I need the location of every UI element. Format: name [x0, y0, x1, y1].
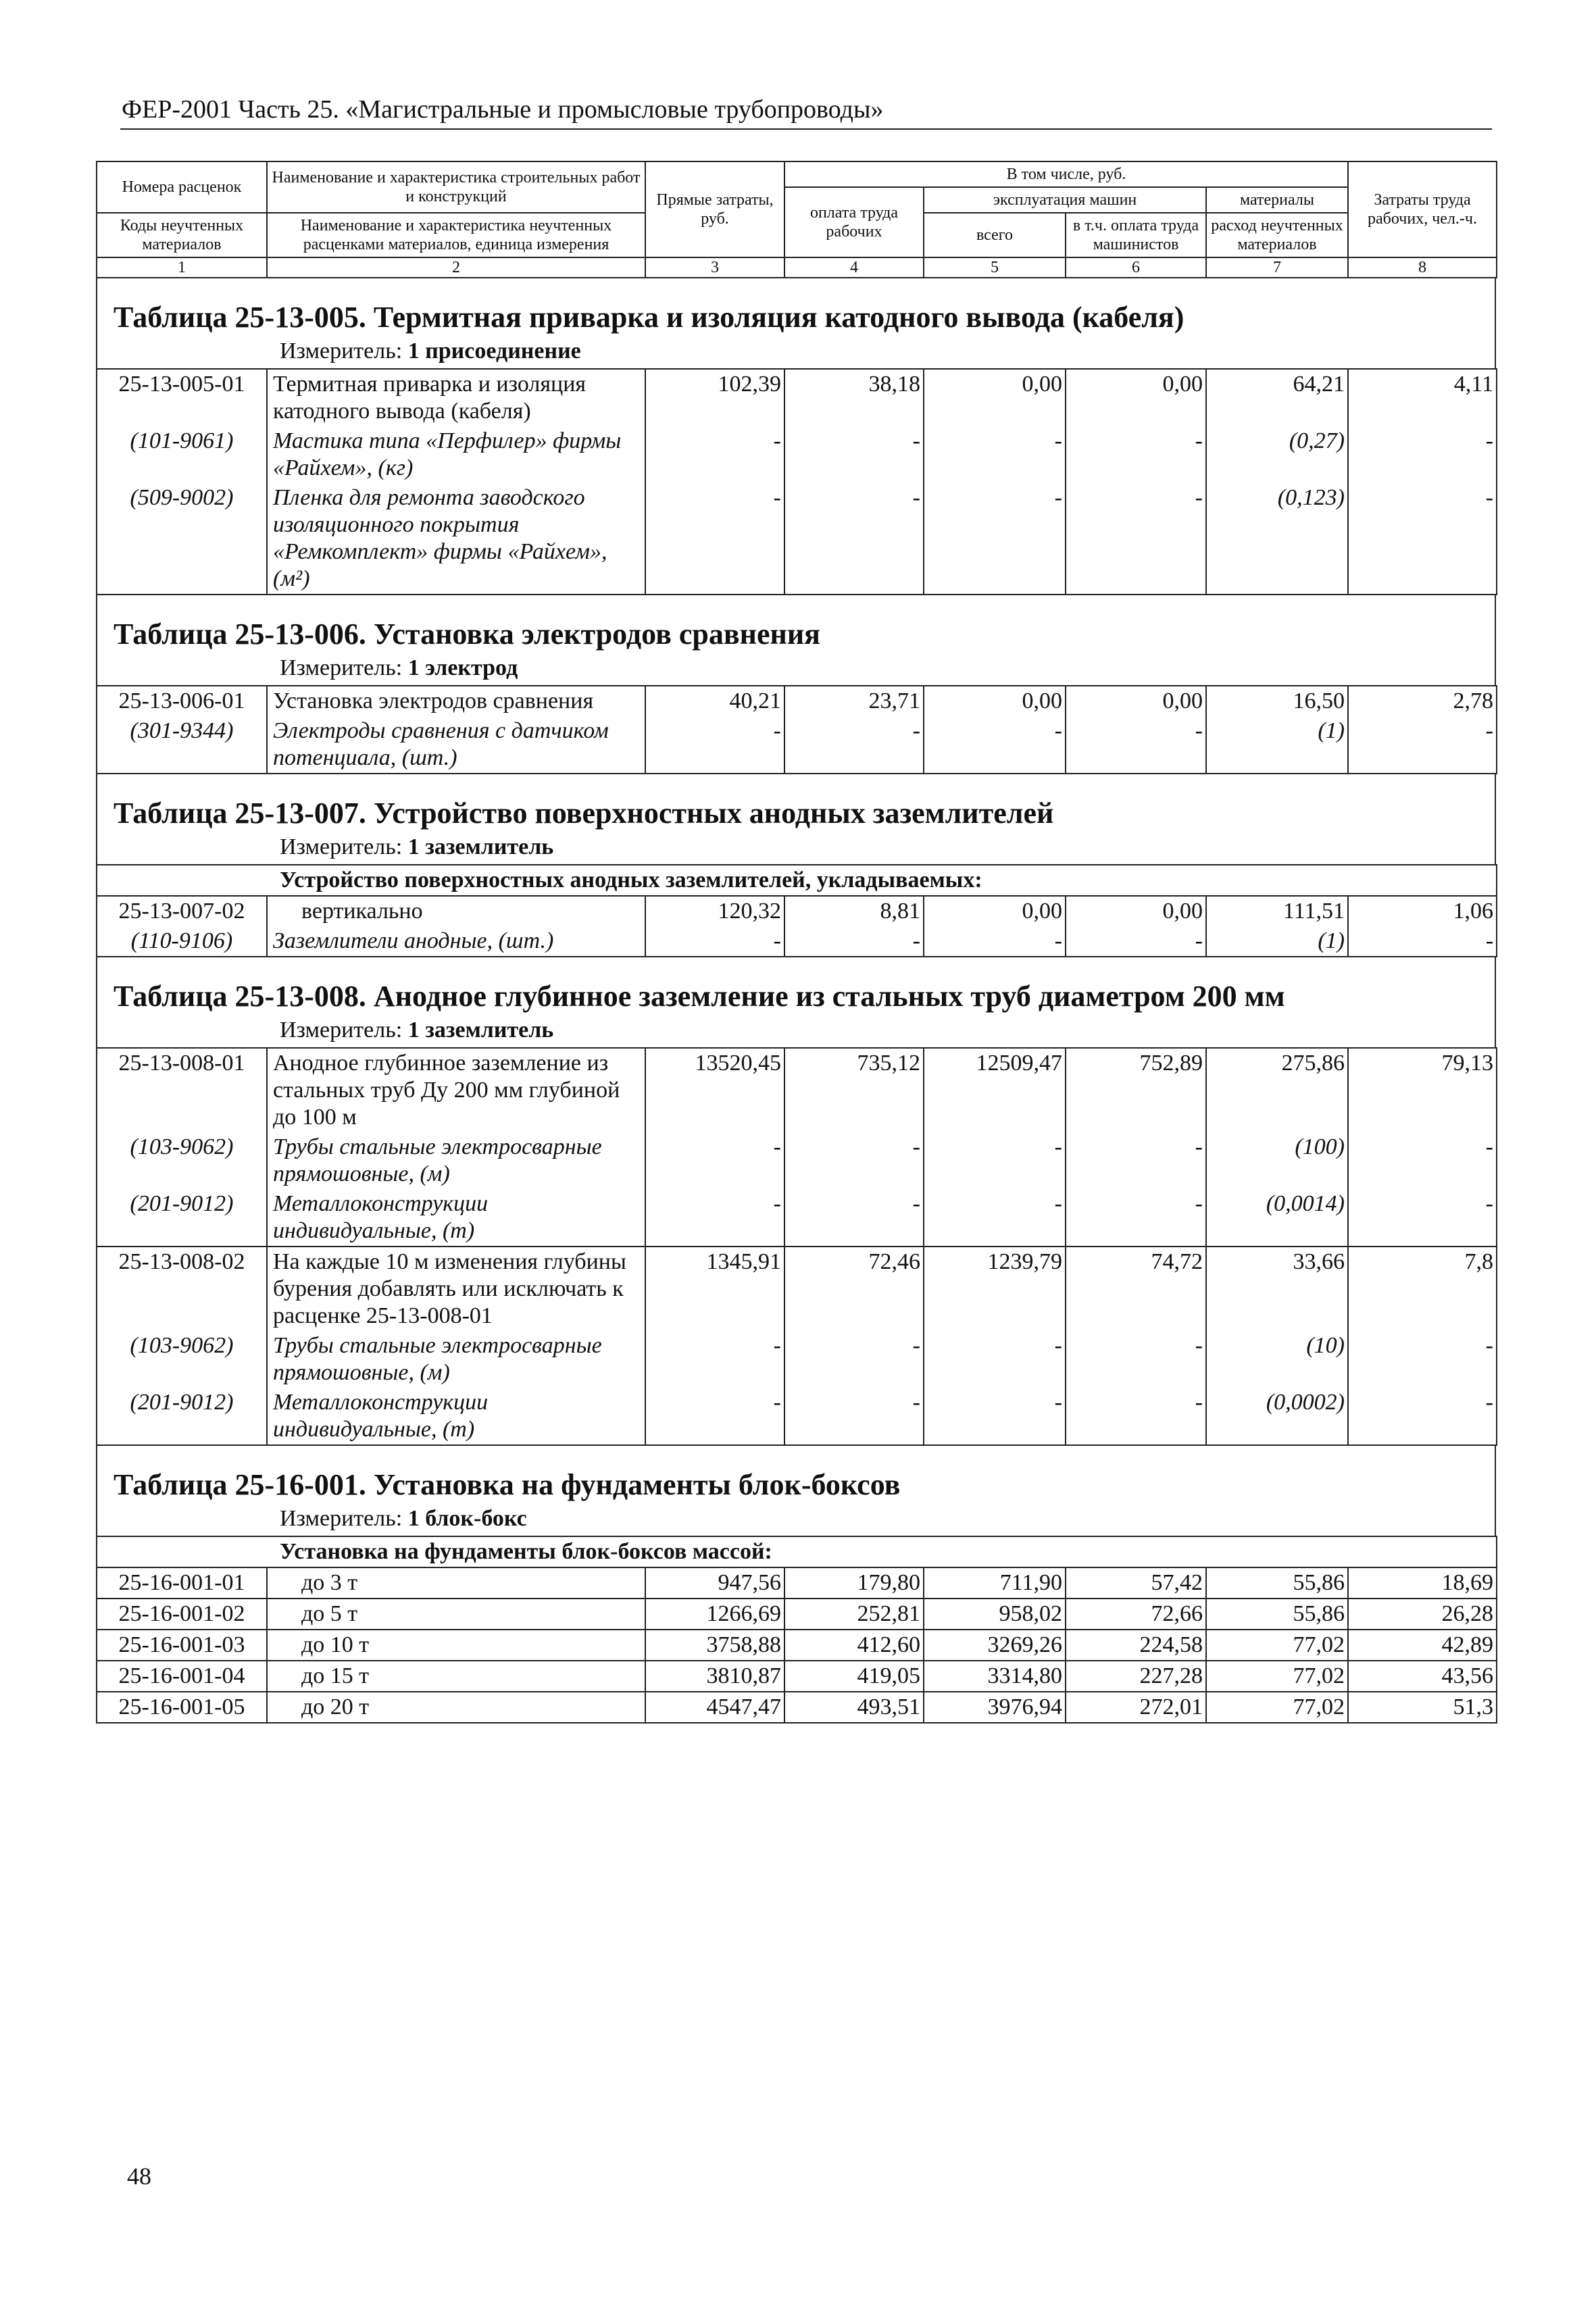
material-name: Мастика типа «Перфилер» фирмы «Райхем», (кг): [267, 426, 645, 483]
value-machines: 0,00: [924, 369, 1066, 426]
work-name: На каждые 10 м изменения глубины бурения добавлять или исключать к расценке 25-13-008-01: [267, 1247, 645, 1331]
measure-value: 1 электрод: [407, 655, 518, 680]
value-materials: 16,50: [1206, 686, 1348, 716]
value-direct: 3758,88: [645, 1630, 784, 1661]
value-materials: (0,0014): [1206, 1189, 1348, 1247]
value-labor: 1,06: [1348, 896, 1497, 926]
header-col-number: 3: [645, 257, 784, 278]
material-code: (201-9012): [97, 1388, 267, 1445]
section-25-13-005: [96, 278, 1496, 368]
section-measure: [97, 1017, 1495, 1047]
rate-code: 25-13-008-01: [97, 1048, 267, 1132]
table-row: [97, 483, 1497, 595]
value-direct: 120,32: [645, 896, 784, 926]
value-machines: -: [924, 926, 1066, 957]
value-operators: 224,58: [1066, 1630, 1206, 1661]
value-materials: 77,02: [1206, 1661, 1348, 1692]
table-row: [97, 865, 1497, 896]
value-worker-pay: 23,71: [784, 686, 924, 716]
value-worker-pay: 419,05: [784, 1661, 924, 1692]
work-name: Анодное глубинное заземление из стальных труб Ду 200 мм глубиной до 100 м: [267, 1048, 645, 1132]
header-including: В том числе, руб.: [784, 161, 1348, 187]
table-row: [97, 1048, 1497, 1132]
value-machines: 3269,26: [924, 1630, 1066, 1661]
value-direct: -: [645, 1331, 784, 1388]
table-row: [97, 686, 1497, 716]
value-labor: 2,78: [1348, 686, 1497, 716]
rate-code: 25-13-006-01: [97, 686, 267, 716]
value-materials: 275,86: [1206, 1048, 1348, 1132]
value-machines: 3314,80: [924, 1661, 1066, 1692]
work-name: Термитная приварка и изоляция катодного вывода (кабеля): [267, 369, 645, 426]
work-name: до 5 т: [267, 1599, 645, 1630]
value-worker-pay: -: [784, 1388, 924, 1445]
value-direct: 13520,45: [645, 1048, 784, 1132]
header-unaccounted-materials: расход неучтенных материалов: [1206, 213, 1348, 257]
section-25-16-001: [96, 1446, 1496, 1536]
table-25-13-008: [96, 1047, 1497, 1446]
section-title: Таблица 25-13-008. Анодное глубинное заземление из стальных труб диаметром 200 мм: [114, 980, 1285, 1013]
section-measure: [97, 834, 1495, 864]
material-name: Трубы стальные электросварные прямошовные, (м): [267, 1331, 645, 1388]
table-row: [97, 926, 1497, 957]
value-worker-pay: 8,81: [784, 896, 924, 926]
value-direct: -: [645, 1388, 784, 1445]
value-operators: -: [1066, 716, 1206, 774]
value-labor: -: [1348, 1388, 1497, 1445]
work-name: до 15 т: [267, 1661, 645, 1692]
value-machines: -: [924, 483, 1066, 595]
value-materials: 77,02: [1206, 1692, 1348, 1723]
measure-label: Измеритель:: [280, 1506, 408, 1531]
table-row: [97, 1247, 1497, 1331]
table-row: [97, 1567, 1497, 1599]
measure-value: 1 присоединение: [407, 338, 581, 363]
section-25-13-008: [96, 957, 1496, 1047]
work-name: до 20 т: [267, 1692, 645, 1723]
header-work-name: Наименование и характеристика строительных работ и конструкций: [267, 161, 645, 213]
value-direct: -: [645, 483, 784, 595]
value-operators: 0,00: [1066, 686, 1206, 716]
value-operators: -: [1066, 1132, 1206, 1189]
rate-code: 25-16-001-01: [97, 1567, 267, 1599]
value-operators: 0,00: [1066, 369, 1206, 426]
value-operators: -: [1066, 1388, 1206, 1445]
measure-label: Измеритель:: [280, 655, 408, 680]
value-materials: (0,123): [1206, 483, 1348, 595]
value-worker-pay: 735,12: [784, 1048, 924, 1132]
header-col-number: 2: [267, 257, 645, 278]
value-labor: 51,3: [1348, 1692, 1497, 1723]
table-25-13-007: [96, 864, 1497, 957]
measure-value: 1 заземлитель: [407, 834, 554, 859]
value-machines: 0,00: [924, 686, 1066, 716]
header-machine-operation: эксплуатация машин: [924, 187, 1206, 213]
table-row: [97, 369, 1497, 426]
material-code: (301-9344): [97, 716, 267, 774]
table-row: [97, 1599, 1497, 1630]
table-row: [97, 896, 1497, 926]
section-measure: [97, 655, 1495, 685]
header-col-number: 6: [1066, 257, 1206, 278]
measure-label: Измеритель:: [280, 338, 408, 363]
value-materials: 55,86: [1206, 1567, 1348, 1599]
value-materials: (0,27): [1206, 426, 1348, 483]
value-machines: 0,00: [924, 896, 1066, 926]
table-row: [97, 1630, 1497, 1661]
value-operators: 74,72: [1066, 1247, 1206, 1331]
value-machines: -: [924, 1189, 1066, 1247]
value-operators: 0,00: [1066, 896, 1206, 926]
value-worker-pay: 252,81: [784, 1599, 924, 1630]
value-labor: 42,89: [1348, 1630, 1497, 1661]
material-name: Пленка для ремонта заводского изоляционного покрытия «Ремкомплект» фирмы «Райхем», (м²): [267, 483, 645, 595]
value-direct: 947,56: [645, 1567, 784, 1599]
rate-code: 25-16-001-05: [97, 1692, 267, 1723]
value-direct: 102,39: [645, 369, 784, 426]
value-operators: 272,01: [1066, 1692, 1206, 1723]
value-labor: 4,11: [1348, 369, 1497, 426]
value-machines: 12509,47: [924, 1048, 1066, 1132]
value-operators: -: [1066, 926, 1206, 957]
value-machines: -: [924, 1132, 1066, 1189]
value-labor: -: [1348, 716, 1497, 774]
material-code: (103-9062): [97, 1331, 267, 1388]
table-row: [97, 1189, 1497, 1247]
header-col-number: 4: [784, 257, 924, 278]
value-worker-pay: 72,46: [784, 1247, 924, 1331]
table-row: [97, 1692, 1497, 1723]
work-name: вертикально: [267, 896, 645, 926]
value-worker-pay: 38,18: [784, 369, 924, 426]
rate-code: 25-16-001-03: [97, 1630, 267, 1661]
measure-label: Измеритель:: [280, 834, 408, 859]
page-number: 48: [127, 2163, 151, 2190]
value-labor: -: [1348, 426, 1497, 483]
value-operators: 72,66: [1066, 1599, 1206, 1630]
value-direct: -: [645, 716, 784, 774]
header-col-number: 7: [1206, 257, 1348, 278]
value-worker-pay: -: [784, 483, 924, 595]
material-code: (201-9012): [97, 1189, 267, 1247]
rate-code: 25-16-001-02: [97, 1599, 267, 1630]
value-labor: 26,28: [1348, 1599, 1497, 1630]
material-code: (509-9002): [97, 483, 267, 595]
value-worker-pay: -: [784, 926, 924, 957]
header-material-names: Наименование и характеристика неучтенных расценками материалов, единица измерения: [267, 213, 645, 257]
value-operators: 752,89: [1066, 1048, 1206, 1132]
value-operators: -: [1066, 1331, 1206, 1388]
value-machines: 958,02: [924, 1599, 1066, 1630]
header-operators-pay: в т.ч. оплата труда машинистов: [1066, 213, 1206, 257]
value-materials: 33,66: [1206, 1247, 1348, 1331]
value-materials: 55,86: [1206, 1599, 1348, 1630]
table-row: [97, 426, 1497, 483]
value-machines: -: [924, 426, 1066, 483]
material-name: Заземлители анодные, (шт.): [267, 926, 645, 957]
value-worker-pay: -: [784, 1189, 924, 1247]
value-materials: (1): [1206, 926, 1348, 957]
value-operators: 227,28: [1066, 1661, 1206, 1692]
rate-code: 25-13-007-02: [97, 896, 267, 926]
value-direct: 1266,69: [645, 1599, 784, 1630]
header-rate-number: Номера расценок: [97, 161, 267, 213]
value-direct: -: [645, 1189, 784, 1247]
value-materials: 111,51: [1206, 896, 1348, 926]
section-25-13-006: [96, 595, 1496, 685]
value-materials: (10): [1206, 1331, 1348, 1388]
section-title: Таблица 25-13-006. Установка электродов сравнения: [114, 618, 820, 651]
value-direct: 40,21: [645, 686, 784, 716]
material-code: (110-9106): [97, 926, 267, 957]
group-heading: Устройство поверхностных анодных заземлителей, укладываемых:: [97, 865, 1497, 896]
value-materials: 64,21: [1206, 369, 1348, 426]
header-materials: материалы: [1206, 187, 1348, 213]
section-title: Таблица 25-13-007. Устройство поверхностных анодных заземлителей: [114, 797, 1054, 830]
value-machines: 3976,94: [924, 1692, 1066, 1723]
value-operators: -: [1066, 426, 1206, 483]
value-direct: -: [645, 926, 784, 957]
value-operators: 57,42: [1066, 1567, 1206, 1599]
material-code: (101-9061): [97, 426, 267, 483]
value-materials: (0,0002): [1206, 1388, 1348, 1445]
value-labor: -: [1348, 1331, 1497, 1388]
table-row: [97, 1331, 1497, 1388]
value-labor: -: [1348, 926, 1497, 957]
value-labor: 18,69: [1348, 1567, 1497, 1599]
column-header: [96, 161, 1497, 278]
value-worker-pay: -: [784, 426, 924, 483]
rates-sheet: [96, 161, 1496, 1724]
page-title: ФЕР-2001 Часть 25. «Магистральные и промысловые трубопроводы»: [122, 95, 884, 124]
header-col-number: 1: [97, 257, 267, 278]
section-25-13-007: [96, 774, 1496, 864]
value-worker-pay: 412,60: [784, 1630, 924, 1661]
value-labor: 7,8: [1348, 1247, 1497, 1331]
value-operators: -: [1066, 1189, 1206, 1247]
section-title: Таблица 25-13-005. Термитная приварка и изоляция катодного вывода (кабеля): [114, 301, 1184, 334]
work-name: до 10 т: [267, 1630, 645, 1661]
value-worker-pay: -: [784, 716, 924, 774]
header-col-number: 8: [1348, 257, 1497, 278]
measure-value: 1 заземлитель: [407, 1017, 554, 1042]
value-machines: -: [924, 1331, 1066, 1388]
value-materials: (100): [1206, 1132, 1348, 1189]
value-direct: -: [645, 1132, 784, 1189]
rate-code: 25-13-008-02: [97, 1247, 267, 1331]
value-labor: -: [1348, 1189, 1497, 1247]
material-name: Электроды сравнения с датчиком потенциала, (шт.): [267, 716, 645, 774]
table-row: [97, 1536, 1497, 1567]
value-machines: 1239,79: [924, 1247, 1066, 1331]
value-labor: 43,56: [1348, 1661, 1497, 1692]
table-row: [97, 716, 1497, 774]
header-labor-hours: Затраты труда рабочих, чел.-ч.: [1348, 161, 1497, 257]
work-name: до 3 т: [267, 1567, 645, 1599]
value-direct: 3810,87: [645, 1661, 784, 1692]
material-name: Металлоконструкции индивидуальные, (т): [267, 1189, 645, 1247]
value-direct: 1345,91: [645, 1247, 784, 1331]
header-machines-total: всего: [924, 213, 1066, 257]
material-name: Металлоконструкции индивидуальные, (т): [267, 1388, 645, 1445]
value-worker-pay: -: [784, 1132, 924, 1189]
value-worker-pay: 179,80: [784, 1567, 924, 1599]
rate-code: 25-16-001-04: [97, 1661, 267, 1692]
value-operators: -: [1066, 483, 1206, 595]
table-row: [97, 1388, 1497, 1445]
group-heading: Установка на фундаменты блок-боксов массой:: [97, 1536, 1497, 1567]
table-row: [97, 1132, 1497, 1189]
section-measure: [97, 1506, 1495, 1536]
header-direct-costs: Прямые затраты, руб.: [645, 161, 784, 257]
measure-value: 1 блок-бокс: [407, 1506, 527, 1531]
value-worker-pay: 493,51: [784, 1692, 924, 1723]
value-direct: -: [645, 426, 784, 483]
value-materials: 77,02: [1206, 1630, 1348, 1661]
rate-code: 25-13-005-01: [97, 369, 267, 426]
header-material-codes: Коды неучтенных материалов: [97, 213, 267, 257]
table-25-13-006: [96, 685, 1497, 774]
section-title: Таблица 25-16-001. Установка на фундаменты блок-боксов: [114, 1468, 901, 1501]
material-code: (103-9062): [97, 1132, 267, 1189]
table-25-13-005: [96, 368, 1497, 595]
section-measure: [97, 338, 1495, 368]
header-worker-pay: оплата труда рабочих: [784, 187, 924, 257]
measure-label: Измеритель:: [280, 1017, 408, 1042]
value-direct: 4547,47: [645, 1692, 784, 1723]
value-labor: 79,13: [1348, 1048, 1497, 1132]
value-worker-pay: -: [784, 1331, 924, 1388]
table-25-16-001: [96, 1536, 1497, 1724]
material-name: Трубы стальные электросварные прямошовные, (м): [267, 1132, 645, 1189]
value-labor: -: [1348, 1132, 1497, 1189]
header-col-number: 5: [924, 257, 1066, 278]
value-materials: (1): [1206, 716, 1348, 774]
value-machines: -: [924, 716, 1066, 774]
value-labor: -: [1348, 483, 1497, 595]
table-row: [97, 1661, 1497, 1692]
value-machines: 711,90: [924, 1567, 1066, 1599]
value-machines: -: [924, 1388, 1066, 1445]
work-name: Установка электродов сравнения: [267, 686, 645, 716]
title-rule: [120, 128, 1492, 130]
